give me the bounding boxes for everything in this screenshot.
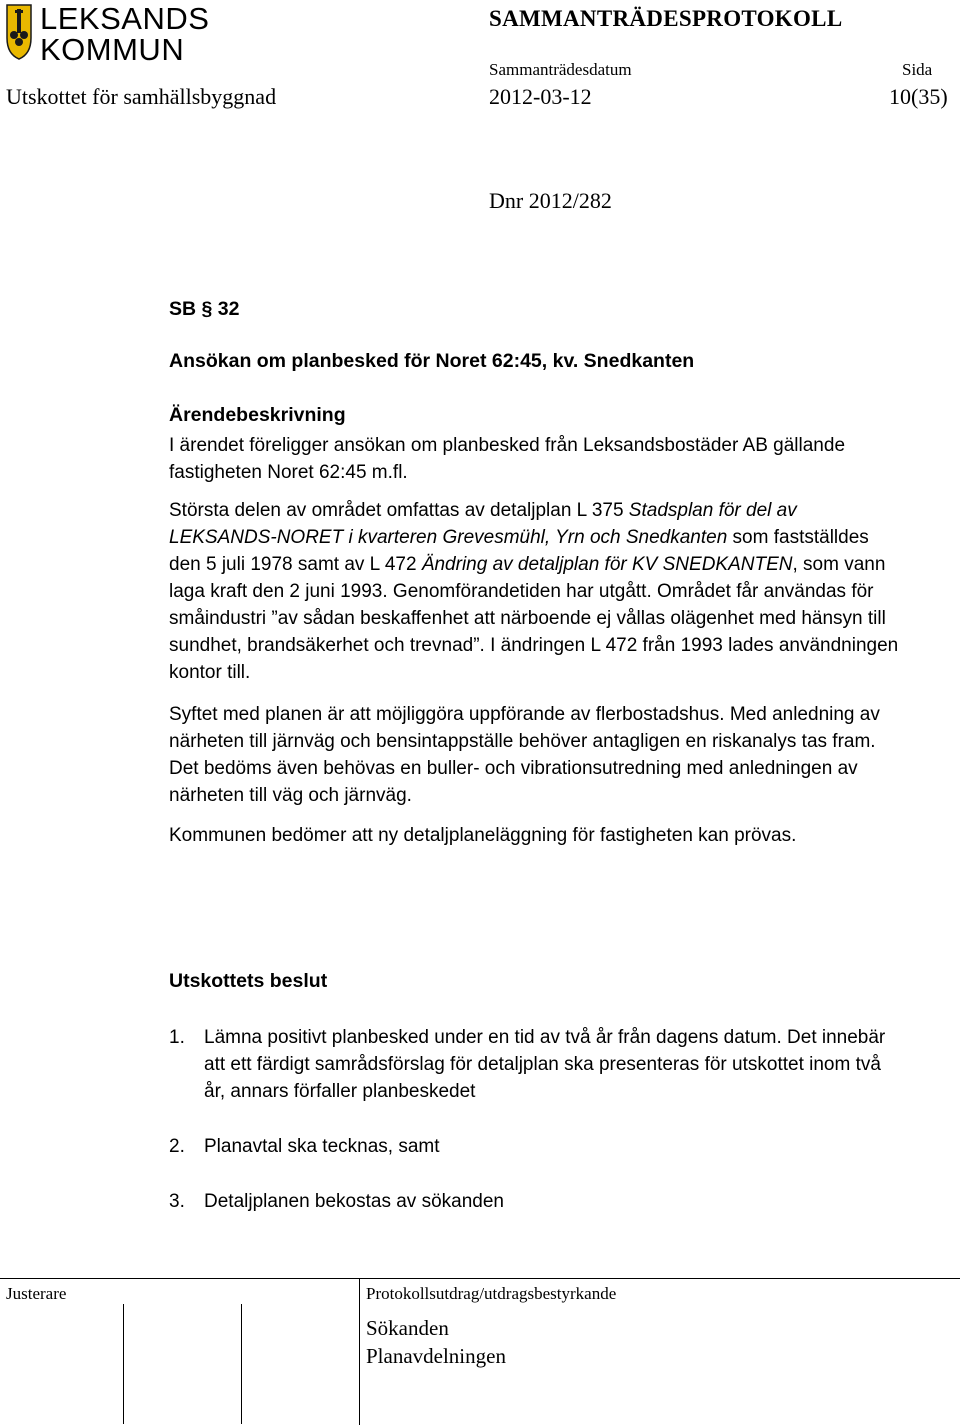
page-label: Sida xyxy=(902,60,933,79)
decision-item-text: Detaljplanen bekostas av sökanden xyxy=(204,1191,504,1212)
org-name-line1: LEKSANDS xyxy=(40,1,210,36)
case-number: Dnr 2012/282 xyxy=(489,188,612,213)
decision-item-text: Lämna positivt planbesked under en tid av två år från dagens datum. Det innebär att ett färdigt samrådsförslag för detaljplan ska presenteras för utskottet inom två år, annars förfaller planbeskedet xyxy=(204,1027,886,1102)
org-name-line2: KOMMUN xyxy=(40,32,185,67)
justerare-label: Justerare xyxy=(6,1284,67,1303)
subject-heading: Ansökan om planbesked för Noret 62:45, kv. Snedkanten xyxy=(169,350,695,372)
p2-text-e: , som vann laga kraft den 2 juni 1993. Genomförandetiden har utgått. Området får användas för småindustri ”av sådan beskaffenhet att närboende ej vållas olägenhet med hänsyn till sundhet, brandsäkerhet och trevnad”. I ändringen L 472 från 1993 lades användningen kontor till. xyxy=(169,554,899,683)
description-heading: Ärendebeskrivning xyxy=(169,404,346,426)
plan-l472-title: Ändring av detaljplan för KV SNEDKANTEN xyxy=(421,554,793,575)
decision-item-number: 2. xyxy=(169,1136,185,1157)
meeting-date: 2012-03-12 xyxy=(489,84,592,109)
coat-of-arms-logo-icon xyxy=(6,4,32,60)
decision-item-number: 3. xyxy=(169,1191,185,1212)
description-paragraph-3: Syftet med planen är att möjliggöra uppförande av flerbostadshus. Med anledning av närheten till järnväg och bensintappställe behöver antagligen en riskanalys tas fram. Det bedöms även behövas en buller- och vibrationsutredning med anledningen av närheten till väg och järnväg. xyxy=(169,704,880,806)
section-number: SB § 32 xyxy=(169,298,240,320)
footer-column-divider xyxy=(359,1278,360,1425)
p2-text-a: Största delen av området omfattas av detaljplan L 375 xyxy=(169,500,629,521)
page-number: 10(35) xyxy=(889,84,948,109)
document-title: SAMMANTRÄDESPROTOKOLL xyxy=(489,6,843,31)
decision-heading: Utskottets beslut xyxy=(169,970,328,992)
description-paragraph-1: I ärendet föreligger ansökan om planbesked från Leksandsbostäder AB gällande fastigheten Noret 62:45 m.fl. xyxy=(169,435,846,483)
recipient-planning-department: Planavdelningen xyxy=(366,1344,506,1368)
signature-box-divider xyxy=(241,1304,242,1424)
plan-l375-title: Stadsplan för del av LEKSANDS-NORET i kvarteren Grevesmühl, Yrn och Snedkanten xyxy=(169,500,797,548)
p2-text-c: som fastställdes den 5 juli 1978 samt av L 472 xyxy=(169,527,869,575)
extract-label: Protokollsutdrag/utdragsbestyrkande xyxy=(366,1284,617,1303)
description-paragraph-2 xyxy=(169,497,899,686)
footer-divider xyxy=(0,1278,960,1279)
recipient-applicant: Sökanden xyxy=(366,1316,449,1340)
committee-name: Utskottet för samhällsbyggnad xyxy=(6,84,277,109)
description-paragraph-4: Kommunen bedömer att ny detaljplaneläggning för fastigheten kan prövas. xyxy=(169,825,797,846)
decision-item-text: Planavtal ska tecknas, samt xyxy=(204,1136,440,1157)
signature-box-divider xyxy=(123,1304,124,1424)
meeting-date-label: Sammanträdesdatum xyxy=(489,60,632,79)
decision-item-number: 1. xyxy=(169,1027,185,1048)
